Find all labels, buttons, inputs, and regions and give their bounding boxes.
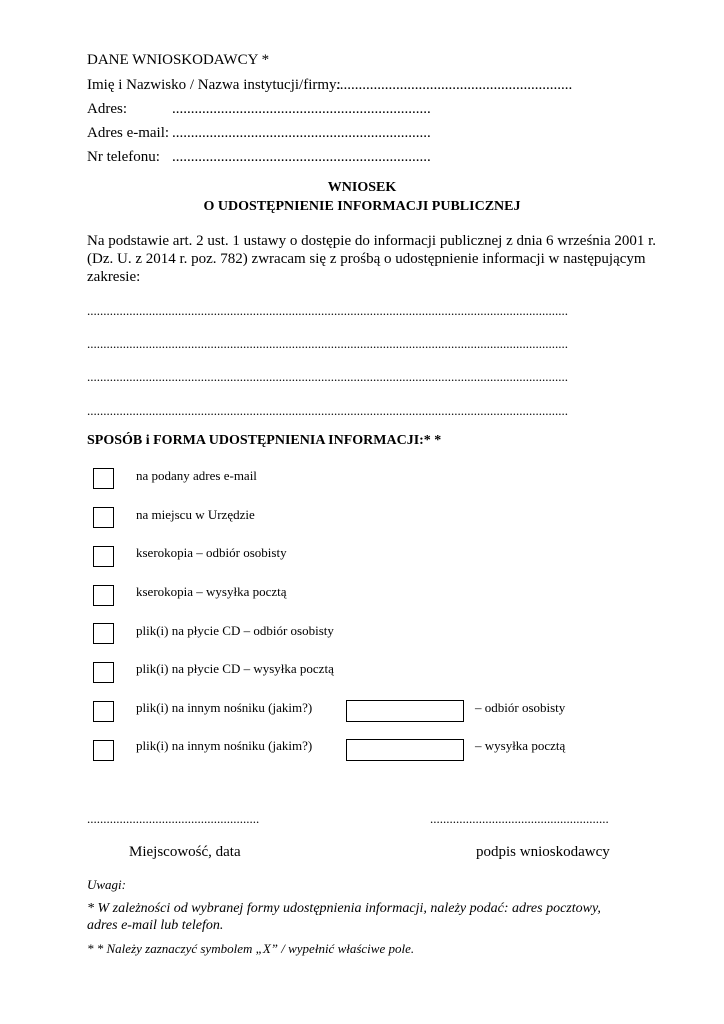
name-label: Imię i Nazwisko / Nazwa instytucji/firmy: xyxy=(87,77,341,93)
checkbox-other-media-pickup[interactable] xyxy=(93,701,114,722)
checkbox-on-site[interactable] xyxy=(93,507,114,528)
request-intro-line-2: (Dz. U. z 2014 r. poz. 782) zwracam się z prośbą o udostępnienie informacji w następującym xyxy=(87,251,646,267)
signature-label: podpis wnioskodawcy xyxy=(476,844,610,860)
option-cd-post-label: plik(i) na płycie CD – wysyłka pocztą xyxy=(136,661,334,676)
checkbox-cd-post[interactable] xyxy=(93,662,114,683)
option-cd-pickup-label: plik(i) na płycie CD – odbiór osobisty xyxy=(136,623,334,638)
checkbox-other-media-post[interactable] xyxy=(93,740,114,761)
notes-heading: Uwagi: xyxy=(87,877,126,892)
document-title: WNIOSEK xyxy=(327,180,397,195)
document-subtitle: O UDOSTĘPNIENIE INFORMACJI PUBLICZNEJ xyxy=(203,199,521,214)
address-label: Adres: xyxy=(87,101,127,117)
signature-field[interactable]: ....................................................... xyxy=(430,811,609,826)
request-intro-line-3: zakresie: xyxy=(87,269,141,285)
note-1-line-2: adres e-mail lub telefon. xyxy=(87,918,224,933)
place-date-label: Miejscowość, data xyxy=(129,844,241,860)
option-other-media-pickup-suffix: – odbiór osobisty xyxy=(475,700,566,715)
phone-field[interactable]: ..................................................................... xyxy=(172,149,431,165)
name-field[interactable]: ............................................................... xyxy=(336,77,573,93)
note-1-line-1: * W zależności od wybranej formy udostępnienia informacji, należy podać: adres pocztowy, xyxy=(87,901,601,916)
option-copy-pickup-label: kserokopia – odbiór osobisty xyxy=(136,545,287,560)
applicant-heading: DANE WNIOSKODAWCY * xyxy=(87,52,270,68)
place-date-field[interactable]: ..................................................... xyxy=(87,811,260,826)
email-field[interactable]: ..................................................................... xyxy=(172,125,431,141)
checkbox-email[interactable] xyxy=(93,468,114,489)
checkbox-copy-pickup[interactable] xyxy=(93,546,114,567)
option-email-label: na podany adres e-mail xyxy=(136,468,257,483)
request-dots-line-3[interactable]: .................................................................................................................................................... xyxy=(87,369,568,384)
request-dots-line-1[interactable]: .................................................................................................................................................... xyxy=(87,303,568,318)
option-on-site-label: na miejscu w Urzędzie xyxy=(136,507,255,522)
note-2: * * Należy zaznaczyć symbolem „X” / wypełnić właściwe pole. xyxy=(87,941,415,956)
request-dots-line-4[interactable]: .................................................................................................................................................... xyxy=(87,403,568,418)
other-media-pickup-input[interactable] xyxy=(346,700,464,722)
email-label: Adres e-mail: xyxy=(87,125,170,141)
checkbox-copy-post[interactable] xyxy=(93,585,114,606)
option-other-media-pickup-label: plik(i) na innym nośniku (jakim?) xyxy=(136,700,313,715)
checkbox-cd-pickup[interactable] xyxy=(93,623,114,644)
request-dots-line-2[interactable]: .................................................................................................................................................... xyxy=(87,336,568,351)
phone-label: Nr telefonu: xyxy=(87,149,160,165)
address-field[interactable]: ..................................................................... xyxy=(172,101,431,117)
option-other-media-post-label: plik(i) na innym nośniku (jakim?) xyxy=(136,738,313,753)
delivery-heading: SPOSÓB i FORMA UDOSTĘPNIENIA INFORMACJI:* * xyxy=(87,433,442,448)
option-copy-post-label: kserokopia – wysyłka pocztą xyxy=(136,584,287,599)
option-other-media-post-suffix: – wysyłka pocztą xyxy=(475,738,566,753)
request-intro-line-1: Na podstawie art. 2 ust. 1 ustawy o dostępie do informacji publicznej z dnia 6 września 2001 r. xyxy=(87,233,657,249)
other-media-post-input[interactable] xyxy=(346,739,464,761)
